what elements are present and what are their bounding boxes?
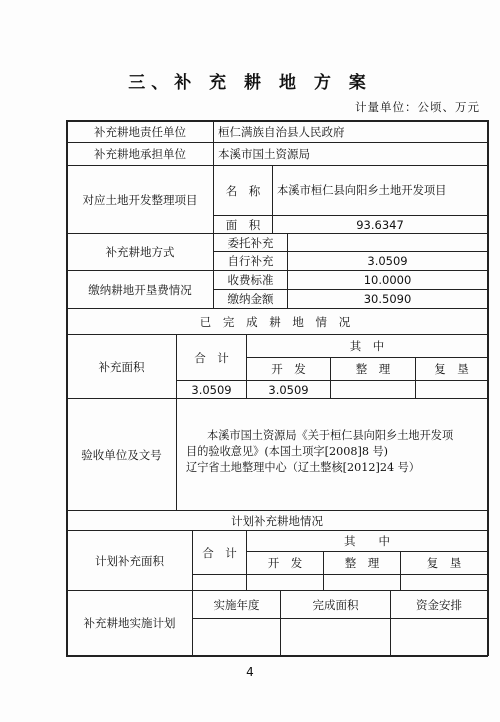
acceptance-line-2: 目的验收意见》(本国土项字[2008]8 号) [186, 445, 389, 458]
unit-note: 计量单位：公顷、万元 [355, 100, 480, 114]
page-number: 4 [246, 665, 254, 679]
acceptance-line-3: 辽宁省土地整理中心（辽土整核[2012]24 号） [186, 461, 420, 474]
fee-label: 缴纳耕地开垦费情况 [88, 282, 192, 297]
planned-develop-label: 开 发 [267, 556, 303, 570]
planned-among-label: 其 中 [344, 534, 390, 548]
undertaking-unit-value: 本溪市国土资源局 [218, 147, 310, 161]
project-area-value: 93.6347 [356, 217, 404, 232]
completed-arrange-label: 整 理 [355, 362, 391, 376]
acceptance-line-1: 本溪市国土资源局《关于桓仁县向阳乡土地开发项 [207, 429, 454, 442]
completed-develop-value: 3.0509 [268, 382, 309, 397]
completed-among-label: 其 中 [349, 339, 385, 353]
complete-area-label: 完成面积 [312, 597, 359, 612]
fee-standard-label: 收费标准 [227, 273, 274, 287]
fee-amount-label: 缴纳金额 [227, 292, 274, 306]
completed-reclaim-value [416, 381, 487, 398]
completed-total-value: 3.0509 [191, 382, 232, 397]
fund-arrangement-label: 资金安排 [416, 597, 462, 612]
self-supplement-value: 3.0509 [367, 254, 408, 268]
method-label: 补充耕地方式 [105, 245, 175, 259]
undertaking-unit-label: 补充耕地承担单位 [94, 147, 186, 161]
entrust-value [288, 234, 487, 251]
fee-amount-value: 30.5090 [363, 292, 412, 306]
acceptance-label: 验收单位及文号 [81, 447, 162, 462]
planned-area-label: 计划补充面积 [95, 553, 164, 568]
planned-reclaim-label: 复 垦 [426, 556, 462, 570]
self-supplement-label: 自行补充 [227, 254, 274, 268]
completed-header: 已 完 成 耕 地 情 况 [199, 314, 355, 329]
responsible-unit-label: 补充耕地责任单位 [94, 124, 186, 139]
responsible-unit-value: 桓仁满族自治县人民政府 [218, 124, 345, 139]
completed-develop-label: 开 发 [271, 362, 306, 376]
planned-header: 计划补充耕地情况 [231, 513, 323, 528]
completed-reclaim-label: 复 垦 [434, 362, 469, 376]
planned-total-label: 合 计 [202, 545, 237, 560]
completed-total-label: 合 计 [194, 350, 229, 365]
project-name-label: 名 称 [225, 183, 261, 198]
entrust-label: 委托补充 [227, 235, 274, 250]
completed-area-label: 补充面积 [98, 359, 145, 374]
project-area-label: 面 积 [225, 217, 261, 232]
project-name-value: 本溪市桓仁县向阳乡土地开发项目 [277, 183, 447, 197]
project-label: 对应土地开发整理项目 [82, 192, 198, 207]
implementation-year-label: 实施年度 [213, 597, 260, 612]
planned-arrange-label: 整 理 [344, 556, 380, 570]
completed-arrange-value [331, 381, 415, 398]
implementation-plan-label: 补充耕地实施计划 [83, 616, 176, 630]
page-title: 三、补 充 耕 地 方 案 [128, 73, 372, 93]
fee-standard-value: 10.0000 [363, 273, 412, 287]
